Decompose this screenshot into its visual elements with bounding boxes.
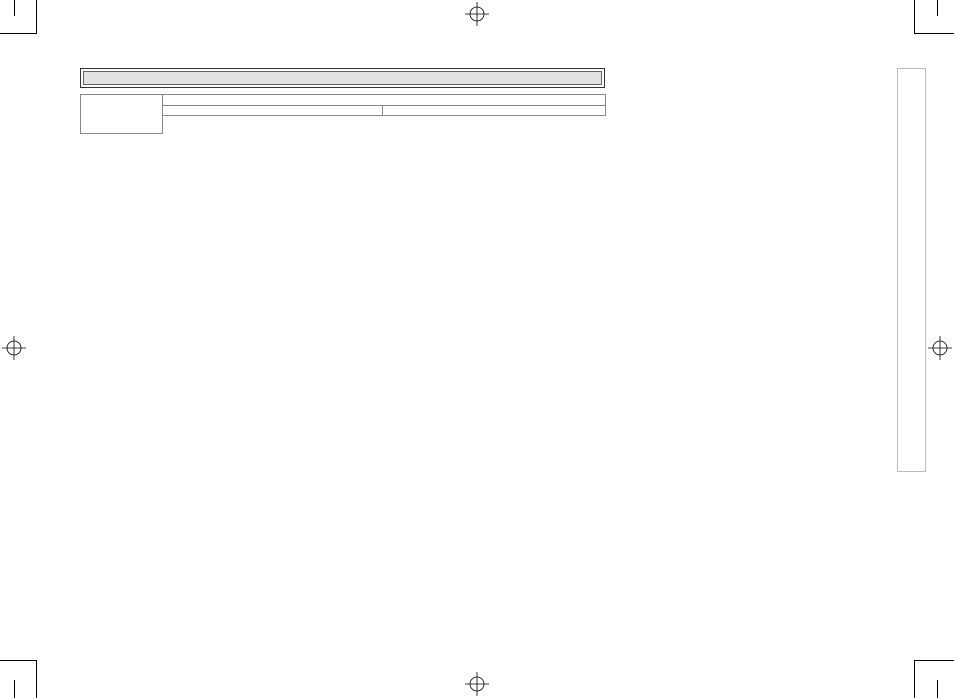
crop-mark [914, 660, 915, 698]
crop-mark [14, 0, 15, 16]
crop-mark [36, 660, 37, 698]
registration-mark-icon [2, 336, 26, 360]
crop-mark [36, 0, 37, 34]
registration-mark-icon [465, 2, 489, 26]
registration-mark-icon [465, 672, 489, 696]
crop-mark [0, 660, 36, 661]
crop-mark [937, 680, 938, 698]
surround-modes-table [80, 94, 606, 134]
crop-mark [937, 0, 938, 16]
registration-mark-icon [928, 336, 952, 360]
crop-mark [914, 660, 954, 661]
crop-mark [914, 0, 915, 34]
section-tabs [897, 68, 926, 472]
surround-mode-header [81, 95, 163, 134]
crop-mark [914, 33, 954, 34]
crop-mark [0, 33, 36, 34]
crop-mark [14, 680, 15, 698]
parameter-header [383, 105, 606, 116]
section-title-bar [80, 68, 605, 88]
channel-output-header [163, 105, 383, 116]
signals-header [163, 95, 606, 106]
